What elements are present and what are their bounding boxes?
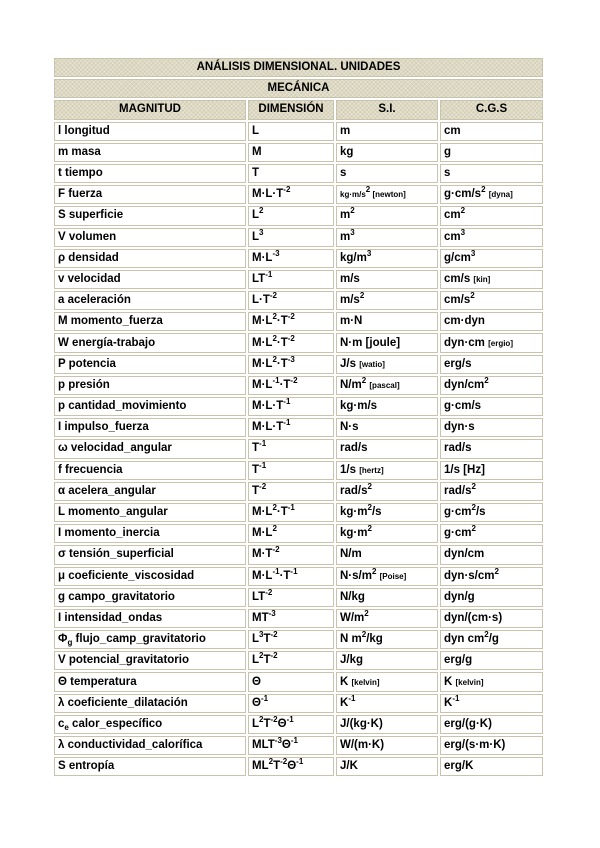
cell-cgs: rad/$s^2$ (440, 482, 543, 501)
table-row (54, 524, 543, 543)
cell-cgs: erg/K (440, 757, 543, 776)
cell-cgs: dyn/g (440, 588, 543, 607)
cell-dimension: $M\cdot L^{-1}\cdot T^{-1}$ (248, 567, 334, 586)
cell-dimension: M (248, 143, 334, 162)
cell-si: N·m [joule] (336, 333, 438, 352)
units-table (52, 56, 545, 778)
cell-magnitud: I intensidad_ondas (54, 609, 246, 628)
cell-cgs: erg/(g·K) (440, 715, 543, 734)
cell-cgs: dyn $cm^2/g$ (440, 630, 543, 649)
cell-cgs: g·cm/s (440, 397, 543, 416)
cell-magnitud: L momento_angular (54, 503, 246, 522)
cell-cgs: dyn·s (440, 418, 543, 437)
table-row (54, 270, 543, 289)
cell-magnitud: p cantidad_movimiento (54, 397, 246, 416)
cell-magnitud: v velocidad (54, 270, 246, 289)
cell-magnitud: $\Phi_g$ flujo_camp_gravitatorio (54, 630, 246, 649)
cell-cgs: erg/(s·m·K) (440, 736, 543, 755)
cell-cgs: $g\cdot cm^2$ (440, 524, 543, 543)
table-row (54, 418, 543, 437)
cell-dimension: $T^{-1}$ (248, 461, 334, 480)
cell-dimension: T (248, 164, 334, 183)
cell-si: $kg/m^3$ (336, 249, 438, 268)
cell-dimension: $L^3T^{-2}$ (248, 630, 334, 649)
cell-si: 1/s [hertz] (336, 461, 438, 480)
table-row (54, 206, 543, 225)
cell-si: kg·m/s (336, 397, 438, 416)
cell-dimension: $T^{-2}$ (248, 482, 334, 501)
cell-dimension: $M\cdot L\cdot T^{-1}$ (248, 397, 334, 416)
cell-cgs: $dyn\cdot s/cm^2$ (440, 567, 543, 586)
cell-cgs: $g/cm^3$ (440, 249, 543, 268)
table-row (54, 482, 543, 501)
cell-magnitud: $c_e$ calor_específico (54, 715, 246, 734)
cell-magnitud: V volumen (54, 228, 246, 247)
cell-si: m/s (336, 270, 438, 289)
cell-cgs: $cm^2$ (440, 206, 543, 225)
table-row (54, 249, 543, 268)
cell-si: $m^3$ (336, 228, 438, 247)
cell-cgs: dyn/$cm^2$ (440, 376, 543, 395)
table-row (54, 736, 543, 755)
table-row (54, 355, 543, 374)
cell-magnitud: V potencial_gravitatorio (54, 651, 246, 670)
cell-si: $K^{-1}$ (336, 694, 438, 713)
cell-dimension: $M\cdot L^2$ (248, 524, 334, 543)
table-row (54, 757, 543, 776)
table-row (54, 164, 543, 183)
cell-si: kg (336, 143, 438, 162)
table-row (54, 461, 543, 480)
cell-cgs: cm/s [kin] (440, 270, 543, 289)
cell-dimension: $T^{-1}$ (248, 439, 334, 458)
cell-magnitud: F fuerza (54, 185, 246, 204)
cell-cgs: dyn·cm [ergio] (440, 333, 543, 352)
column-header-si: S.I. (336, 100, 438, 119)
cell-dimension: $L\cdot T^{-2}$ (248, 291, 334, 310)
cell-magnitud: f frecuencia (54, 461, 246, 480)
cell-magnitud: M momento_fuerza (54, 312, 246, 331)
cell-cgs: cm·dyn (440, 312, 543, 331)
table-row (54, 185, 543, 204)
cell-dimension: $L^2T^{-2}$ (248, 651, 334, 670)
table-row (54, 291, 543, 310)
cell-cgs: dyn/(cm·s) (440, 609, 543, 628)
section-row (54, 79, 543, 98)
cell-magnitud: m masa (54, 143, 246, 162)
table-body (54, 122, 543, 777)
cell-dimension: $L^2T^{-2}\Theta^{-1}$ (248, 715, 334, 734)
cell-magnitud: a aceleración (54, 291, 246, 310)
cell-magnitud: P potencia (54, 355, 246, 374)
table-row (54, 397, 543, 416)
table-row (54, 715, 543, 734)
cell-cgs: erg/g (440, 651, 543, 670)
cell-dimension: $M\cdot L^2\cdot T^{-2}$ (248, 312, 334, 331)
cell-si: m·N (336, 312, 438, 331)
column-header-cgs: C.G.S (440, 100, 543, 119)
table-row (54, 588, 543, 607)
header-row (54, 100, 543, 119)
cell-dimension: $M\cdot L^{-1}\cdot T^{-2}$ (248, 376, 334, 395)
cell-dimension: $M\cdot L\cdot T^{-1}$ (248, 418, 334, 437)
cell-dimension: $M\cdot L\cdot T^{-2}$ (248, 185, 334, 204)
table-row (54, 630, 543, 649)
cell-dimension: $M\cdot L^2\cdot T^{-2}$ (248, 333, 334, 352)
cell-si: N $m^2/kg$ (336, 630, 438, 649)
cell-magnitud: ω velocidad_angular (54, 439, 246, 458)
cell-cgs: $cm/s^2$ (440, 291, 543, 310)
cell-dimension: $LT^{-2}$ (248, 588, 334, 607)
cell-dimension: $L^2$ (248, 206, 334, 225)
cell-cgs: dyn/cm (440, 545, 543, 564)
table-row (54, 609, 543, 628)
table-row (54, 567, 543, 586)
table-row (54, 651, 543, 670)
cell-magnitud: W energía-trabajo (54, 333, 246, 352)
cell-dimension: $LT^{-1}$ (248, 270, 334, 289)
cell-dimension: $L^3$ (248, 228, 334, 247)
table-row (54, 545, 543, 564)
cell-si: $N\cdot s/m^2$ [Poise] (336, 567, 438, 586)
cell-cgs: $cm^3$ (440, 228, 543, 247)
cell-si: N/m (336, 545, 438, 564)
table-row (54, 503, 543, 522)
cell-cgs: g (440, 143, 543, 162)
cell-cgs: 1/s [Hz] (440, 461, 543, 480)
cell-dimension: Θ (248, 672, 334, 691)
cell-cgs: $g\cdot cm^2/s$ (440, 503, 543, 522)
cell-magnitud: λ conductividad_calorífica (54, 736, 246, 755)
cell-si: J/kg (336, 651, 438, 670)
cell-si: $kg\cdot m/s^2$ [newton] (336, 185, 438, 204)
cell-magnitud: μ coeficiente_viscosidad (54, 567, 246, 586)
cell-si: $N/m^2$ [pascal] (336, 376, 438, 395)
column-header-magnitud: MAGNITUD (54, 100, 246, 119)
cell-si: N/kg (336, 588, 438, 607)
cell-magnitud: Θ temperatura (54, 672, 246, 691)
cell-si: K [kelvin] (336, 672, 438, 691)
cell-si: $kg\cdot m^2$ (336, 524, 438, 543)
cell-cgs: s (440, 164, 543, 183)
table-row (54, 672, 543, 691)
table-row (54, 143, 543, 162)
title-row (54, 58, 543, 77)
table-title: ANÁLISIS DIMENSIONAL. UNIDADES (54, 58, 543, 77)
cell-dimension: $M\cdot L^{-3}$ (248, 249, 334, 268)
cell-si: J/(kg·K) (336, 715, 438, 734)
cell-cgs: erg/s (440, 355, 543, 374)
cell-si: $m^2$ (336, 206, 438, 225)
table-row (54, 694, 543, 713)
cell-magnitud: I impulso_fuerza (54, 418, 246, 437)
cell-dimension: $MLT^{-3}\Theta^{-1}$ (248, 736, 334, 755)
section-title: MECÁNICA (54, 79, 543, 98)
cell-magnitud: p presión (54, 376, 246, 395)
cell-cgs: $K^{-1}$ (440, 694, 543, 713)
cell-dimension: L (248, 122, 334, 141)
cell-magnitud: t tiempo (54, 164, 246, 183)
cell-magnitud: λ coeficiente_dilatación (54, 694, 246, 713)
table-row (54, 439, 543, 458)
cell-si: rad/$s^2$ (336, 482, 438, 501)
cell-si: m (336, 122, 438, 141)
cell-dimension: $M\cdot T^{-2}$ (248, 545, 334, 564)
cell-cgs: cm (440, 122, 543, 141)
cell-si: s (336, 164, 438, 183)
cell-dimension: $M\cdot L^2\cdot T^{-1}$ (248, 503, 334, 522)
cell-magnitud: α acelera_angular (54, 482, 246, 501)
table-row (54, 333, 543, 352)
cell-magnitud: l longitud (54, 122, 246, 141)
table-row (54, 228, 543, 247)
cell-magnitud: S superficie (54, 206, 246, 225)
cell-dimension: $\Theta^{-1}$ (248, 694, 334, 713)
cell-si: $m/s^2$ (336, 291, 438, 310)
cell-magnitud: g campo_gravitatorio (54, 588, 246, 607)
cell-si: $W/m^2$ (336, 609, 438, 628)
cell-si: N·s (336, 418, 438, 437)
table-row (54, 312, 543, 331)
cell-magnitud: ρ densidad (54, 249, 246, 268)
cell-cgs: $g\cdot cm/s^2$ [dyna] (440, 185, 543, 204)
cell-si: rad/s (336, 439, 438, 458)
cell-magnitud: I momento_inercia (54, 524, 246, 543)
cell-cgs: rad/s (440, 439, 543, 458)
cell-magnitud: σ tensión_superficial (54, 545, 246, 564)
cell-si: W/(m·K) (336, 736, 438, 755)
cell-dimension: $MT^{-3}$ (248, 609, 334, 628)
cell-si: J/K (336, 757, 438, 776)
table-row (54, 122, 543, 141)
cell-si: J/s [watio] (336, 355, 438, 374)
cell-cgs: K [kelvin] (440, 672, 543, 691)
table-row (54, 376, 543, 395)
cell-magnitud: S entropía (54, 757, 246, 776)
cell-dimension: $ML^2T^{-2}\Theta^{-1}$ (248, 757, 334, 776)
cell-dimension: $M\cdot L^2\cdot T^{-3}$ (248, 355, 334, 374)
cell-si: $kg\cdot m^2/s$ (336, 503, 438, 522)
column-header-dimension: DIMENSIÓN (248, 100, 334, 119)
